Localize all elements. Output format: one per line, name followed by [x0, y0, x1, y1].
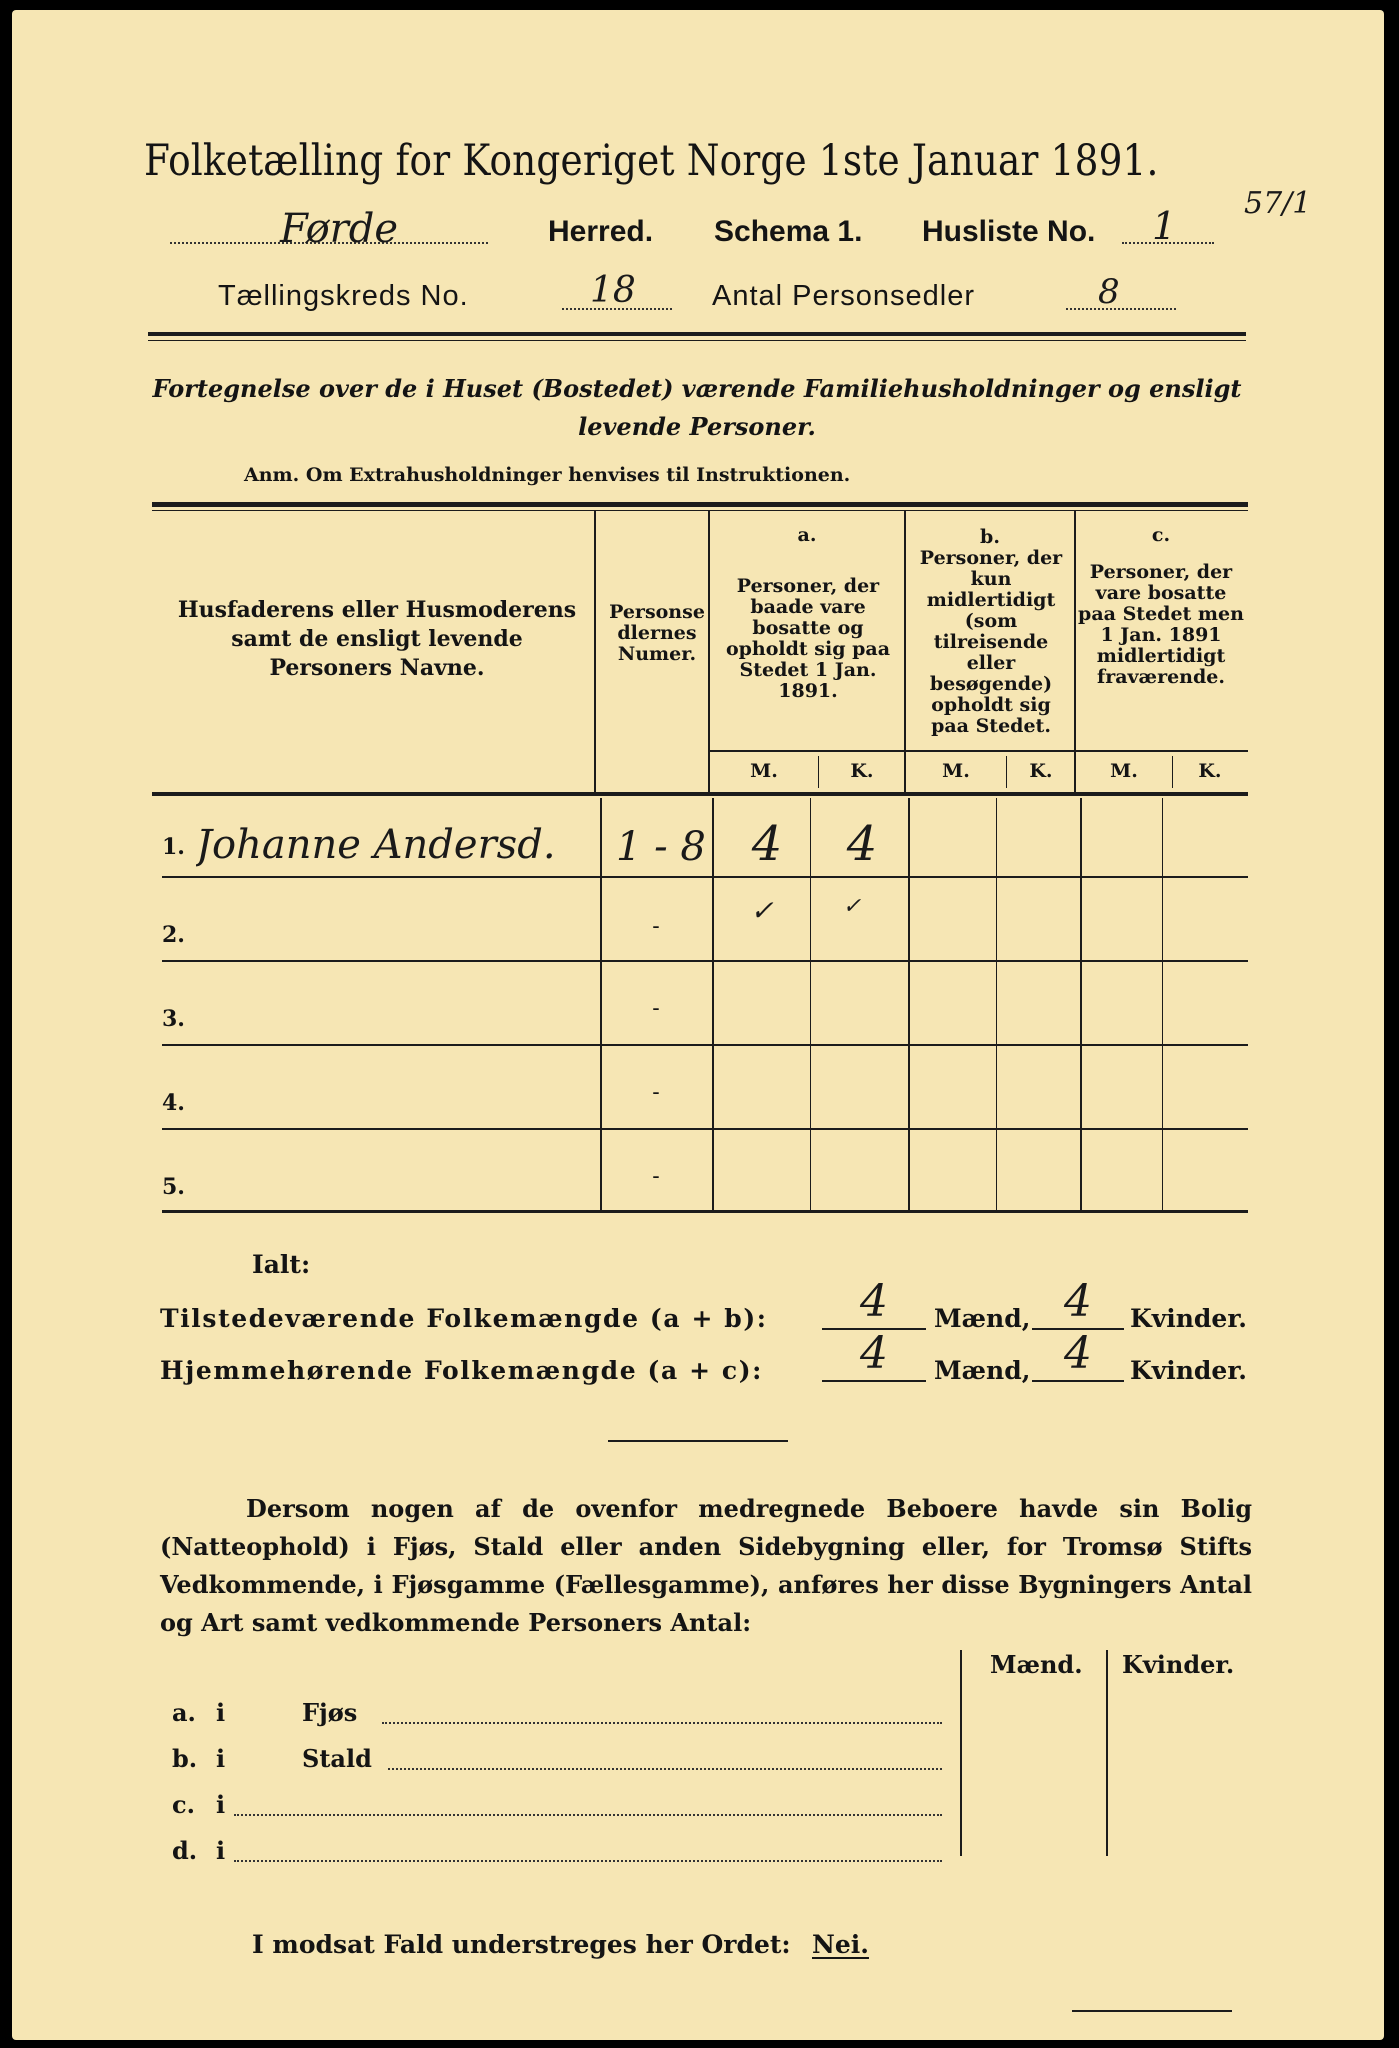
totals-line2-maend: 4 — [860, 1328, 888, 1379]
building-b-letter: b. — [172, 1744, 198, 1773]
col-c-m: M. — [1110, 760, 1138, 782]
building-d-prep: i — [216, 1836, 226, 1865]
husliste-label: Husliste No. — [922, 215, 1096, 248]
building-a-label: Fjøs — [302, 1698, 358, 1727]
row-1-a-m: 4 — [751, 816, 783, 872]
herred-value: Førde — [280, 206, 399, 252]
row-3-numer: - — [652, 996, 660, 1021]
row-1-a-k: 4 — [846, 816, 878, 872]
col-c-k: K. — [1198, 760, 1222, 782]
anm-note: Anm. Om Extrahusholdninger henvises til Instruktionen. — [244, 464, 851, 486]
row-1-name: Johanne Andersd. — [196, 822, 556, 868]
schema-label: Schema 1. — [714, 215, 863, 248]
row-4-no: 4. — [162, 1090, 185, 1116]
row-5-no: 5. — [162, 1174, 185, 1200]
totals-line1-kvinder-label: Kvinder. — [1130, 1304, 1247, 1333]
census-form-page — [12, 10, 1384, 2040]
totals-line1-label: Tilstedeværende Folkemængde (a + b): — [160, 1304, 768, 1333]
section-divider — [608, 1440, 788, 1442]
building-d-letter: d. — [172, 1836, 198, 1865]
col-header-name: Husfaderens eller Husmoderens samt de ensligt levende Personers Navne. — [177, 597, 577, 681]
buildings-kvinder-head: Kvinder. — [1122, 1650, 1235, 1679]
totals-line2-kvinder-label: Kvinder. — [1130, 1356, 1247, 1385]
antal-label: Antal Personsedler — [712, 280, 976, 312]
corner-note: 57/1 — [1244, 186, 1312, 221]
row-1-no: 1. — [162, 834, 185, 860]
col-a-letter: a. — [797, 524, 817, 546]
col-header-numer: Personsedlernes Numer. — [609, 601, 705, 665]
intro-heading: Fortegnelse over de i Huset (Bostedet) værende Familiehusholdninger og ensligt levende Personer. — [152, 374, 1242, 441]
totals-line1-maend: 4 — [860, 1276, 888, 1327]
totals-line2-label: Hjemmehørende Folkemængde (a + c): — [160, 1356, 763, 1385]
herred-label: Herred. — [548, 215, 654, 248]
taellingskreds-value: 18 — [590, 270, 636, 311]
building-a-letter: a. — [172, 1698, 196, 1727]
building-b-label: Stald — [302, 1744, 372, 1773]
row-2-a-m: ✓ — [750, 894, 774, 927]
row-1-numer: 1 - 8 — [616, 824, 706, 870]
row-3-no: 3. — [162, 1006, 185, 1032]
row-4-numer: - — [652, 1080, 660, 1105]
building-c-prep: i — [216, 1790, 226, 1819]
building-b-prep: i — [216, 1744, 226, 1773]
totals-line1-kvinder: 4 — [1064, 1276, 1092, 1327]
building-c-letter: c. — [172, 1790, 195, 1819]
row-5-numer: - — [652, 1164, 660, 1189]
building-a-prep: i — [216, 1698, 226, 1727]
totals-line1-maend-label: Mænd, — [934, 1304, 1031, 1333]
col-a-k: K. — [850, 760, 874, 782]
col-b-m: M. — [942, 760, 970, 782]
col-header-c: Personer, der vare bosatte paa Stedet men 1 Jan. 1891 midlertidigt fraværende. — [1078, 561, 1244, 688]
husliste-value: 1 — [1152, 204, 1177, 248]
antal-value: 8 — [1098, 272, 1120, 312]
totals-line2-kvinder: 4 — [1064, 1328, 1092, 1379]
col-a-m: M. — [750, 760, 778, 782]
row-2-a-k: ✓ — [842, 894, 862, 919]
footer-word: Nei. — [812, 1930, 869, 1959]
col-b-letter: b. — [980, 526, 1000, 548]
buildings-maend-head: Mænd. — [990, 1650, 1083, 1679]
row-2-numer: - — [652, 914, 660, 939]
col-header-a: Personer, der baade vare bosatte og opholdt sig paa Stedet 1 Jan. 1891. — [725, 575, 891, 702]
footer-text: I modsat Fald understreges her Ordet: — [252, 1930, 791, 1959]
col-b-k: K. — [1029, 760, 1053, 782]
col-header-b: Personer, der kun midlertidigt (som tilreisende eller besøgende) opholdt sig paa Stedet. — [919, 547, 1063, 737]
col-c-letter: c. — [1151, 524, 1171, 546]
row-2-no: 2. — [162, 922, 185, 948]
form-title: Folketælling for Kongeriget Norge 1ste Januar 1891. — [144, 136, 1159, 186]
taellingskreds-label: Tællingskreds No. — [218, 280, 469, 312]
ialt-label: Ialt: — [252, 1250, 311, 1279]
buildings-paragraph: Dersom nogen af de ovenfor medregnede Beboere havde sin Bolig (Natteophold) i Fjøs, Stald eller anden Sidebygning eller, for Tromsø Stifts Vedkommende, i Fjøsgamme (Fællesgamme), anføres her disse Bygningers Antal og Art samt vedkommende Personers Antal: — [160, 1494, 1252, 1637]
totals-line2-maend-label: Mænd, — [934, 1356, 1031, 1385]
